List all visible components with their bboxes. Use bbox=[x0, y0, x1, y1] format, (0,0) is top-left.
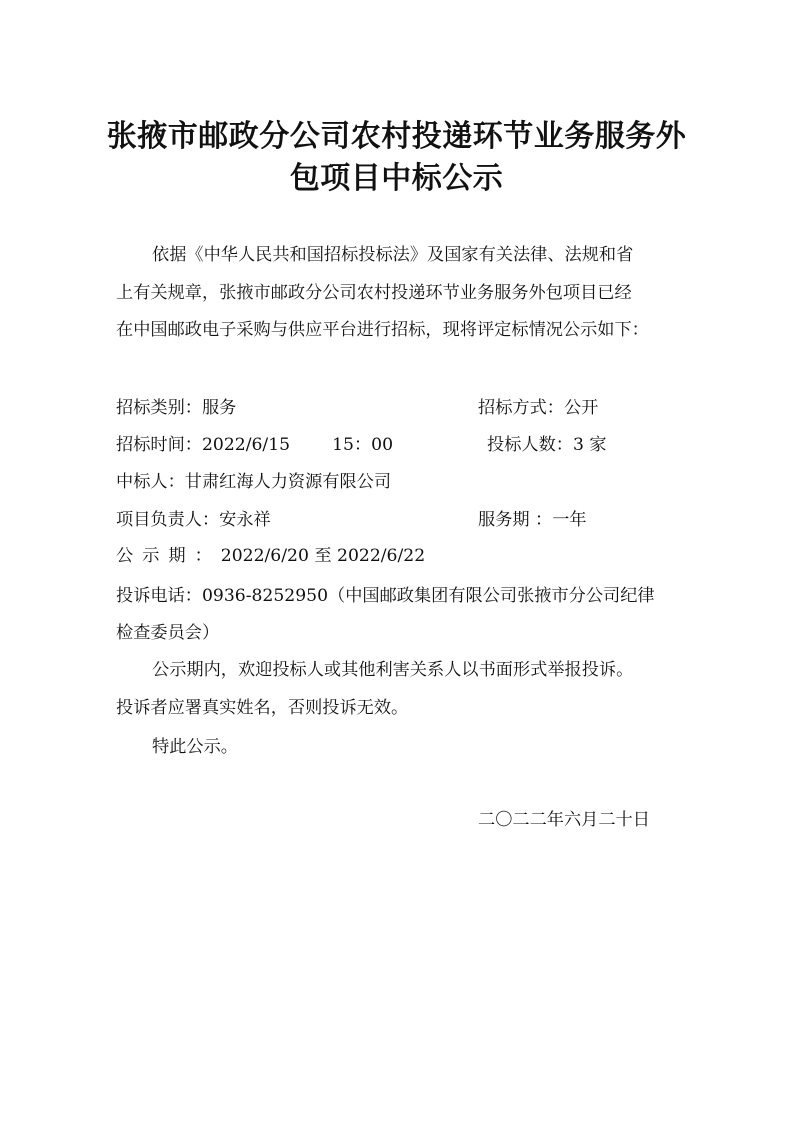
method-field bbox=[478, 395, 598, 421]
complaint-line2: 检查委员会） bbox=[116, 623, 220, 643]
category-value: 服务 bbox=[201, 398, 237, 418]
winner-value: 甘肃红海人力资源有限公司 bbox=[184, 472, 392, 492]
period-label: 公示期： bbox=[116, 546, 221, 566]
notice-line2: 投诉者应署真实姓名，否则投诉无效。 bbox=[116, 698, 409, 718]
service-label: 服务期 ： bbox=[478, 510, 553, 530]
time-field bbox=[116, 432, 393, 458]
time-date: 2022/6/15 bbox=[201, 435, 291, 455]
intro-paragraph bbox=[116, 237, 696, 350]
intro-line1: 依据《中华人民共和国招标投标法》及国家有关法律、法规和省 bbox=[152, 245, 634, 265]
notice-line1: 公示期内，欢迎投标人或其他利害关系人以书面形式举报投诉。 bbox=[152, 660, 634, 680]
manager-value: 安永祥 bbox=[219, 510, 271, 530]
method-value: 公开 bbox=[563, 398, 599, 418]
document-date: 二〇二二年六月二十日 bbox=[478, 810, 650, 830]
winner-label: 中标人： bbox=[116, 472, 185, 492]
complaint-label: 投诉电话： bbox=[116, 586, 202, 606]
document-title-line2: 包项目中标公示 bbox=[289, 161, 504, 196]
service-field bbox=[478, 507, 587, 533]
intro-line3: 在中国邮政电子采购与供应平台进行招标，现将评定标情况公示如下： bbox=[116, 320, 649, 340]
category-label: 招标类别： bbox=[116, 398, 202, 418]
document-title-line1: 张掖市邮政分公司农村投递环节业务服务外 bbox=[106, 119, 687, 154]
period-value: 2022/6/20 至 2022/6/22 bbox=[220, 546, 426, 566]
service-value: 一年 bbox=[552, 510, 587, 530]
bidders-label: 投标人数： bbox=[487, 435, 573, 455]
time-label: 招标时间： bbox=[116, 435, 202, 455]
complaint-value: 0936-8252950（中国邮政集团有限公司张掖市分公司纪律 bbox=[201, 586, 655, 606]
manager-field bbox=[116, 507, 271, 533]
closing-text: 特此公示。 bbox=[152, 737, 238, 757]
bidders-value: 3 家 bbox=[572, 435, 607, 455]
period-field bbox=[116, 543, 425, 569]
intro-line2: 上有关规章，张掖市邮政分公司农村投递环节业务服务外包项目已经 bbox=[116, 282, 632, 303]
bidders-field bbox=[487, 432, 607, 458]
time-clock: 15：00 bbox=[332, 435, 394, 455]
category-field bbox=[116, 395, 236, 421]
winner-field bbox=[116, 469, 391, 495]
manager-label: 项目负责人： bbox=[116, 510, 220, 530]
complaint-field bbox=[116, 583, 655, 609]
method-label: 招标方式： bbox=[478, 398, 564, 418]
